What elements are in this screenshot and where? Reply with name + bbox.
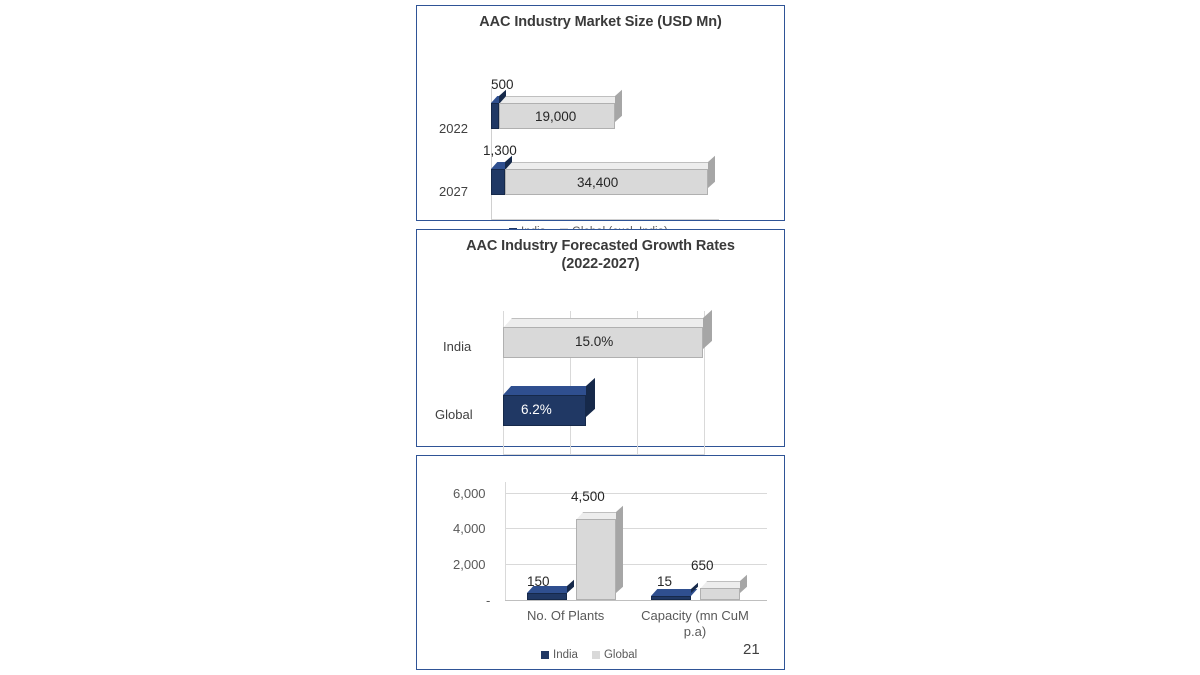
page-number: 21 [743, 641, 760, 658]
bar-side-face [567, 580, 574, 593]
category-label-global: Global [435, 407, 473, 423]
bar-front-face [491, 169, 505, 195]
legend-swatch-india [541, 651, 549, 659]
plot-area-market-size [417, 31, 784, 245]
gridline-6000 [505, 493, 767, 494]
bar-side-face [703, 310, 712, 349]
chart-panel-plants-capacity [416, 455, 785, 670]
ytick-4000: 4,000 [453, 521, 486, 536]
category-label-capacity: Capacity (mn CuM p.a) [641, 608, 749, 640]
legend-label-india: India [553, 649, 578, 661]
bar-side-face [708, 156, 715, 188]
bar-front-face [576, 519, 616, 600]
category-label-plants: No. Of Plants [527, 608, 605, 623]
chart-title-market-size: AAC Industry Market Size (USD Mn) [479, 14, 722, 30]
value-axis-line [505, 482, 506, 600]
category-label-2022: 2022 [439, 121, 468, 137]
category-label-india: India [443, 339, 472, 355]
legend-plants-capacity [541, 649, 637, 661]
ytick-6000: 6,000 [453, 486, 486, 501]
datalabel-global-growth: 6.2% [521, 402, 552, 418]
bar-front-face [651, 596, 691, 600]
datalabel-capacity-global: 650 [691, 558, 714, 573]
legend-item-india [541, 649, 578, 661]
bar-side-face [586, 378, 595, 417]
legend-swatch-global [592, 651, 600, 659]
bar-front-face [491, 103, 499, 129]
datalabel-capacity-india: 15 [657, 574, 673, 589]
bar-front-face [700, 588, 740, 600]
bar-capacity-global [700, 588, 740, 600]
legend-label-global: Global [603, 649, 638, 661]
datalabel-india-growth: 15.0% [575, 334, 614, 350]
chart-subtitle-growth-rates: (2022-2027) [561, 256, 640, 273]
ytick-2000: 2,000 [453, 557, 486, 572]
plot-area-plants-capacity [417, 456, 784, 669]
datalabel-2027-global: 34,400 [577, 175, 619, 191]
bar-plants-india [527, 593, 567, 600]
legend-item-global [592, 649, 637, 661]
bar-plants-global [576, 519, 616, 600]
bar-side-face [616, 506, 623, 593]
datalabel-2022-india: 500 [491, 77, 514, 93]
datalabel-2027-india: 1,300 [483, 143, 517, 159]
bar-2022-india [491, 103, 499, 129]
bar-side-face [615, 90, 622, 122]
datalabel-plants-india: 150 [527, 574, 550, 589]
bar-2027-india [491, 169, 505, 195]
category-axis-line [491, 219, 719, 220]
ytick-0: - [486, 593, 491, 608]
gridline-2000 [505, 564, 767, 565]
bar-side-face [740, 575, 747, 593]
bar-capacity-india [651, 596, 691, 600]
chart-title-growth-rates: AAC Industry Forecasted Growth Rates [466, 238, 735, 254]
bar-top-face [503, 386, 594, 395]
datalabel-2022-global: 19,000 [535, 109, 577, 125]
datalabel-plants-global: 4,500 [571, 489, 605, 504]
gridline-0 [505, 600, 767, 601]
gridline-4000 [505, 528, 767, 529]
category-label-2027: 2027 [439, 184, 468, 200]
chart-panel-market-size [416, 5, 785, 221]
bar-front-face [527, 593, 567, 600]
chart-panel-growth-rates [416, 229, 785, 447]
